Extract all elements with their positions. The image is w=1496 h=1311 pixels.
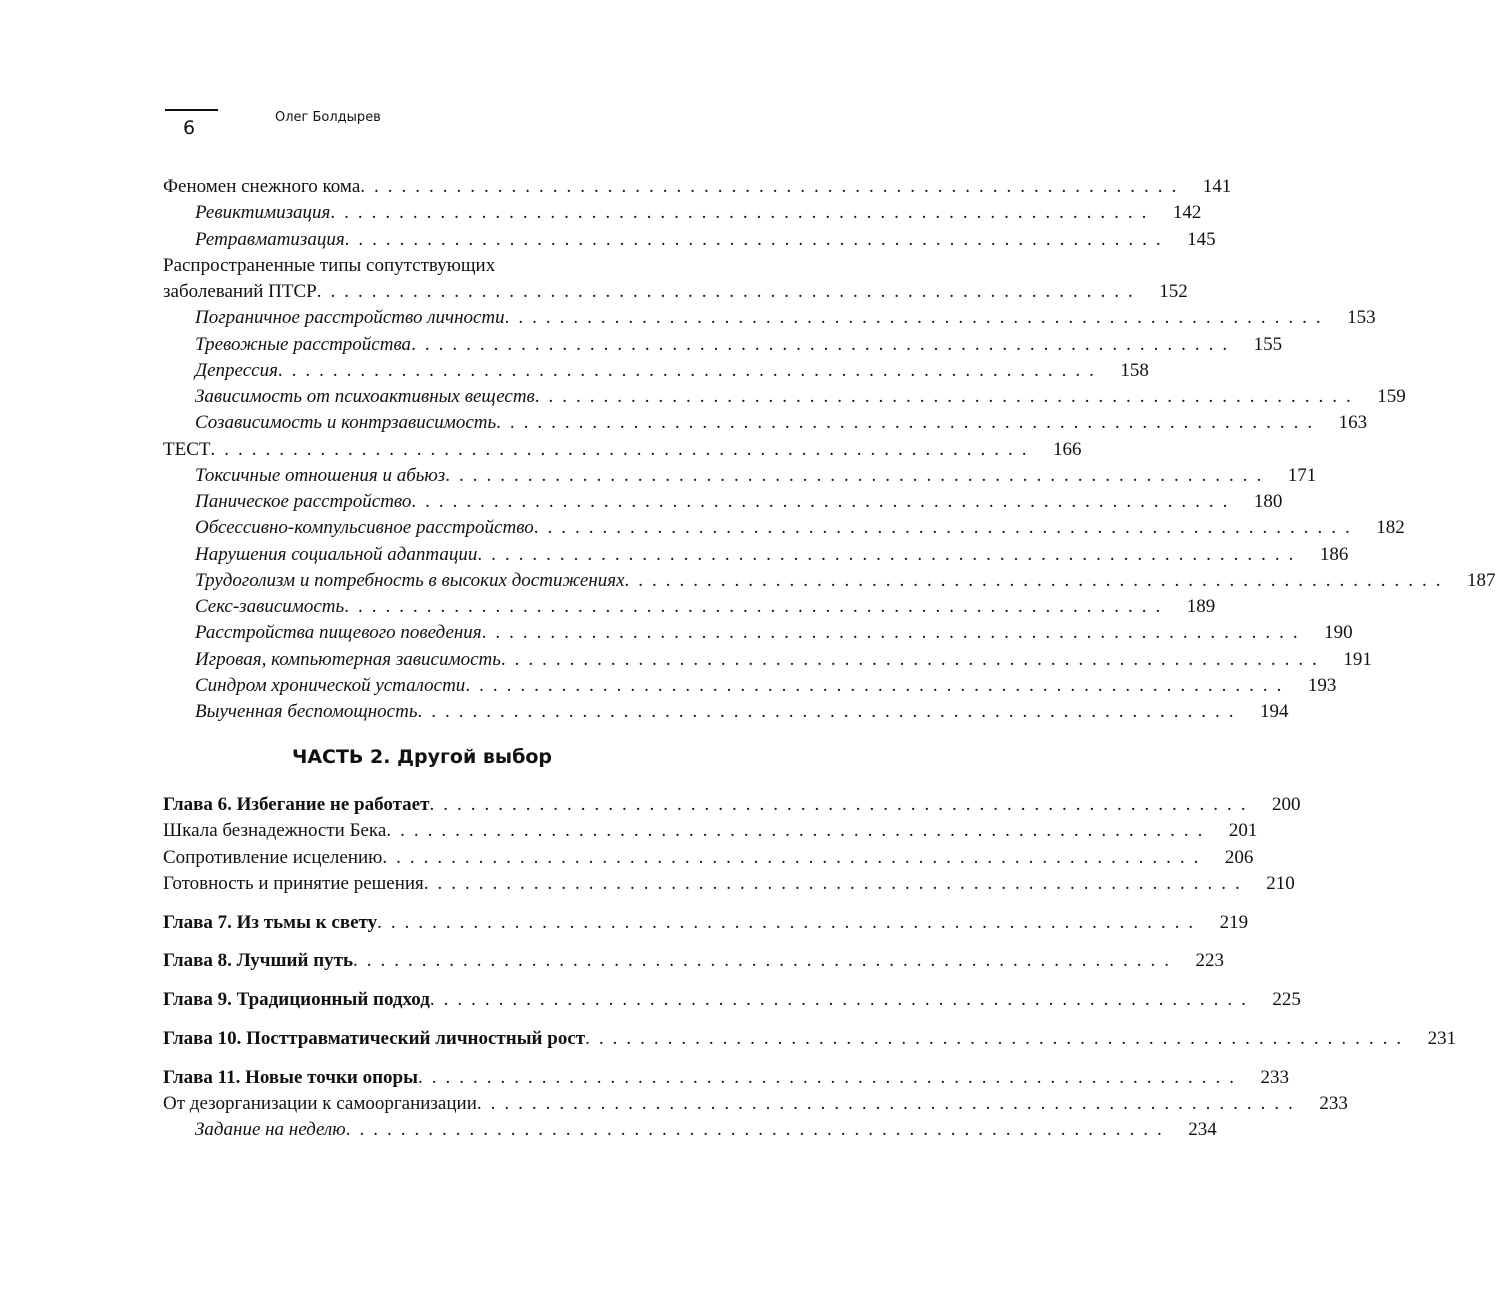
toc-entry[interactable] [195,647,1372,673]
toc-entry-page: 145 [1187,228,1216,250]
toc-chapter-entry[interactable] [163,792,1301,818]
dot-leader: ............................................................ [445,464,1271,486]
toc-entry[interactable] [195,673,1337,699]
header-rule [165,109,218,111]
toc-entry[interactable] [163,1091,1348,1117]
toc-entry[interactable] [163,437,1082,463]
toc-entry-page: 180 [1253,491,1283,512]
dot-leader: ............................................................ [624,569,1450,591]
toc-entry-title: Игровая, компьютерная зависимость [195,648,501,670]
dot-leader: ............................................................ [344,228,1170,250]
toc-entry-page: 190 [1324,622,1353,644]
toc-entry[interactable] [195,699,1289,725]
toc-entry-title: Глава 10. Посттравматический личностный рост [163,1027,586,1049]
dot-leader: ............................................................ [465,674,1291,696]
toc-entry[interactable] [163,174,1232,200]
toc-entry-title: Глава 9. Традиционный подход [163,989,430,1010]
toc-entry-title: Депрессия [195,359,278,381]
toc-entry[interactable] [195,384,1406,410]
toc-entry-page: 234 [1188,1119,1217,1140]
toc-entry-title: Феномен снежного кома [163,176,361,197]
toc-entry-title: Выученная беспомощность [195,701,418,722]
toc-entry-page: 200 [1271,794,1301,815]
toc-entry-page: 233 [1319,1092,1348,1114]
dot-leader: ............................................................ [481,622,1307,644]
dot-leader: ............................................................ [344,596,1170,617]
toc-chapter-entry[interactable] [163,910,1249,936]
toc-entry-title: Секс-зависимость [195,596,345,617]
dot-leader: ............................................................ [504,307,1330,329]
toc-entry-title: Сопротивление исцелению [163,846,383,868]
toc-entry[interactable] [195,410,1368,436]
toc-entry-title: Задание на неделю [195,1119,346,1140]
toc-entry[interactable] [163,845,1254,871]
toc-entry[interactable] [163,279,1188,305]
toc-chapter-entry[interactable] [163,948,1225,974]
running-head-author: Олег Болдырев [275,110,381,125]
toc-entry-title: Нарушения социальной адаптации [195,543,478,565]
dot-leader: ............................................................ [330,202,1156,224]
toc-entry-page: 233 [1260,1066,1289,1088]
toc-entry-title: Трудоголизм и потребность в высоких достижениях [195,569,625,591]
toc-entry[interactable] [195,332,1283,358]
toc-entry-title: Глава 6. Избегание не работает [163,794,430,815]
toc-entry-title: Глава 11. Новые точки опоры [163,1066,418,1088]
dot-leader: ............................................................ [277,359,1103,381]
toc-entry[interactable] [195,227,1216,253]
page-number: 6 [183,117,196,139]
toc-entry[interactable] [195,542,1349,568]
toc-entry-page: 153 [1347,307,1376,329]
toc-entry-page: 201 [1228,820,1258,842]
toc-chapter-entry[interactable] [163,1065,1289,1091]
toc-entry-title: От дезорганизации к самоорганизации [163,1092,477,1114]
toc-entry[interactable] [195,515,1405,541]
toc-entry[interactable] [195,594,1216,620]
toc-entry-page: 219 [1219,911,1249,933]
toc-entry-title: заболеваний ПТСР [163,281,317,302]
toc-entry-title: Токсичные отношения и абьюз [195,464,446,486]
toc-entry-title: Готовность и принятие решения [163,872,424,894]
toc-entry-title: Глава 7. Из тьмы к свету [163,911,378,933]
toc-chapter-entry[interactable] [163,1026,1457,1052]
toc-entry-title: Паническое расстройство [195,491,412,512]
toc-chapter-entry[interactable] [163,987,1301,1013]
toc-entry-page: 231 [1427,1027,1457,1049]
toc-entry-title: Глава 8. Лучший путь [163,950,354,972]
toc-entry-page: 152 [1159,281,1188,302]
toc-entry[interactable] [195,568,1496,594]
toc-entry-title: Созависимость и контрзависимость [195,412,497,434]
toc-entry-page: 225 [1272,989,1301,1010]
toc-entry-page: 141 [1202,176,1232,197]
dot-leader: ............................................................ [423,872,1249,894]
toc-entry[interactable] [195,305,1376,331]
toc-entry[interactable] [195,489,1283,515]
part-heading: ЧАСТЬ 2. Другой выбор [291,746,553,768]
toc-entry-text-line1: Распространенные типы сопутствующих [163,254,496,276]
dot-leader: ............................................................ [353,950,1179,972]
toc-entry-title: Ревиктимизация [195,202,331,224]
dot-leader: ............................................................ [345,1119,1171,1140]
toc-entry-page: 206 [1224,846,1254,868]
toc-entry[interactable] [195,463,1317,489]
toc-entry-page: 194 [1259,701,1289,722]
toc-entry-page: 155 [1253,333,1283,355]
dot-leader: ............................................................ [476,1092,1302,1114]
toc-entry-title: Ретравматизация [195,228,345,250]
dot-leader: ............................................................ [500,648,1326,670]
dot-leader: ............................................................ [534,386,1360,407]
toc-entry-page: 159 [1377,386,1406,407]
toc-entry-title: ТЕСТ [163,438,211,460]
dot-leader: ............................................................ [429,794,1255,815]
toc-entry[interactable] [195,620,1353,646]
toc-entry-title: Пограничное расстройство личности [195,307,505,329]
dot-leader: ............................................................ [417,1066,1243,1088]
dot-leader: ............................................................ [585,1027,1411,1049]
toc-entry[interactable] [163,818,1258,844]
dot-leader: ............................................................ [210,438,1036,460]
toc-entry-title: Обсессивно-компульсивное расстройство [195,517,534,539]
toc-entry-page: 189 [1186,596,1216,617]
toc-entry[interactable] [195,200,1202,226]
toc-entry-title: Зависимость от психоактивных веществ [195,386,535,407]
toc-entry[interactable] [195,1117,1217,1143]
toc-entry[interactable] [195,358,1149,384]
dot-leader: ............................................................ [382,846,1208,868]
toc-entry-page: 166 [1053,438,1082,460]
dot-leader: ............................................................ [477,543,1303,565]
toc-entry-page: 187 [1467,569,1496,591]
toc-entry-title: Тревожные расстройства [195,333,412,355]
dot-leader: ............................................................ [411,333,1237,355]
dot-leader: ............................................................ [429,989,1255,1010]
toc-entry-page: 223 [1195,950,1225,972]
dot-leader: ............................................................ [411,491,1237,512]
dot-leader: ............................................................ [533,517,1359,539]
toc-entry-page: 186 [1319,543,1349,565]
dot-leader: ............................................................ [417,701,1243,722]
toc-entry-page: 171 [1287,464,1317,486]
toc-entry-title: Шкала безнадежности Бека [163,820,387,842]
dot-leader: ............................................................ [386,820,1212,842]
dot-leader: ............................................................ [360,176,1186,197]
toc-entry-page: 193 [1307,674,1337,696]
dot-leader: ............................................................ [316,281,1142,302]
toc-entry-page: 182 [1376,517,1405,539]
toc-entry-page: 163 [1338,412,1368,434]
dot-leader: ............................................................ [377,911,1203,933]
toc-entry-page: 191 [1343,648,1372,670]
toc-entry-title: Расстройства пищевого поведения [195,622,482,644]
toc-entry-title: Синдром хронической усталости [195,674,466,696]
dot-leader: ............................................................ [496,412,1322,434]
toc-entry-page: 142 [1172,202,1202,224]
toc-entry-page: 158 [1120,359,1149,381]
toc-entry[interactable] [163,871,1295,897]
toc-entry-page: 210 [1266,872,1295,894]
